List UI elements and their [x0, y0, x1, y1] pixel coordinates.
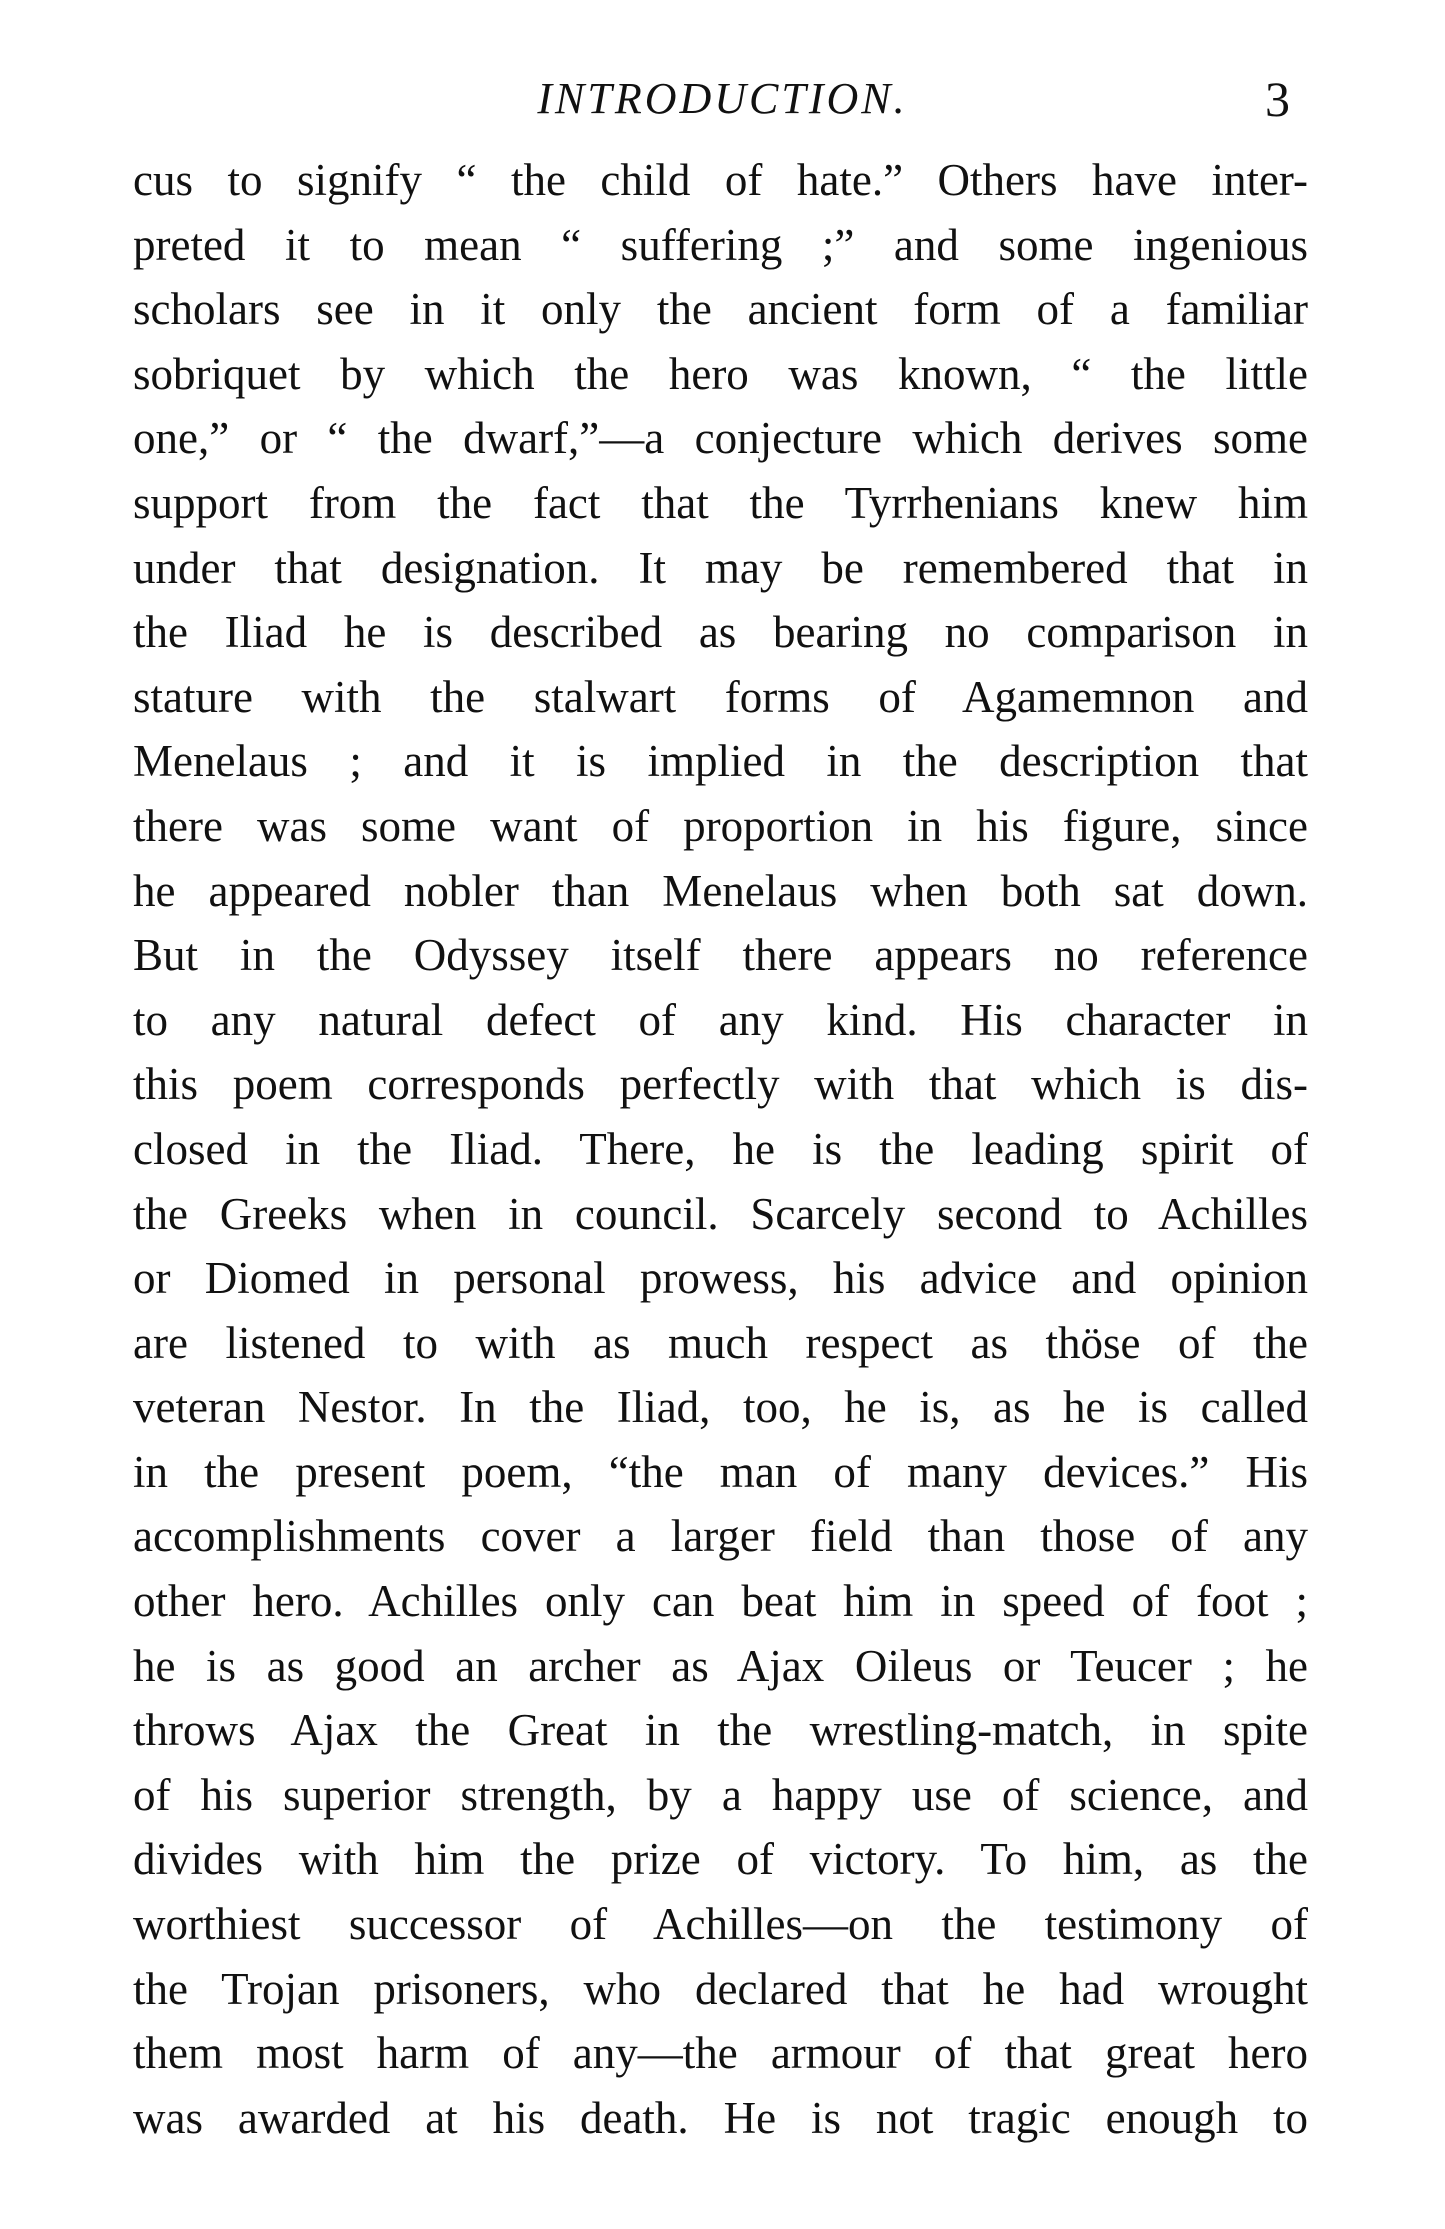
text-line: Menelaus ; and it is implied in the description that — [133, 736, 1308, 787]
text-line: worthiest successor of Achilles—on the testimony of — [133, 1899, 1308, 1950]
text-line: the Greeks when in council. Scarcely second to Achilles — [133, 1188, 1308, 1239]
text-line: scholars see in it only the ancient form of a familiar — [133, 284, 1308, 335]
text-line: he is as good an archer as Ajax Oileus or Teucer ; he — [133, 1640, 1308, 1691]
text-line: throws Ajax the Great in the wrestling-match, in spite — [133, 1705, 1308, 1756]
text-line: the Iliad he is described as bearing no comparison in — [133, 607, 1308, 658]
text-line: support from the fact that the Tyrrhenians knew him — [133, 477, 1308, 528]
text-line: or Diomed in personal prowess, his advice and opinion — [133, 1253, 1308, 1304]
text-line: of his superior strength, by a happy use of science, and — [133, 1769, 1308, 1820]
text-line: other hero. Achilles only can beat him in speed of foot ; — [133, 1576, 1308, 1627]
text-line: to any natural defect of any kind. His character in — [133, 994, 1308, 1045]
text-line: in the present poem, “the man of many devices.” His — [133, 1446, 1308, 1497]
text-line: closed in the Iliad. There, he is the leading spirit of — [133, 1123, 1308, 1174]
text-line: stature with the stalwart forms of Agamemnon and — [133, 671, 1308, 722]
text-line: are listened to with as much respect as thöse of the — [133, 1317, 1308, 1368]
page-header — [0, 64, 1445, 134]
text-line: he appeared nobler than Menelaus when both sat down. — [133, 865, 1308, 916]
text-line: them most harm of any—the armour of that great hero — [133, 2028, 1308, 2079]
body-text — [133, 148, 1308, 2150]
text-line: cus to signify “ the child of hate.” Others have inter- — [133, 155, 1308, 205]
text-line: there was some want of proportion in his figure, since — [133, 800, 1308, 851]
text-line: veteran Nestor. In the Iliad, too, he is, as he is called — [133, 1382, 1308, 1433]
text-line: divides with him the prize of victory. To him, as the — [133, 1834, 1308, 1885]
text-line: the Trojan prisoners, who declared that he had wrought — [133, 1963, 1308, 2014]
text-line: But in the Odyssey itself there appears no reference — [133, 930, 1308, 981]
text-line: accomplishments cover a larger field than those of any — [133, 1511, 1308, 1562]
text-line: one,” or “ the dwarf,”—a conjecture which derives some — [133, 413, 1308, 464]
text-line: under that designation. It may be remembered that in — [133, 542, 1308, 593]
text-line: sobriquet by which the hero was known, “ the little — [133, 348, 1308, 399]
text-line: preted it to mean “ suffering ;” and some ingenious — [133, 219, 1308, 270]
running-head: INTRODUCTION. — [537, 74, 908, 123]
page-number: 3 — [1265, 71, 1290, 127]
text-line: this poem corresponds perfectly with that which is dis- — [133, 1059, 1308, 1110]
text-line: was awarded at his death. He is not tragic enough to — [133, 2092, 1308, 2143]
